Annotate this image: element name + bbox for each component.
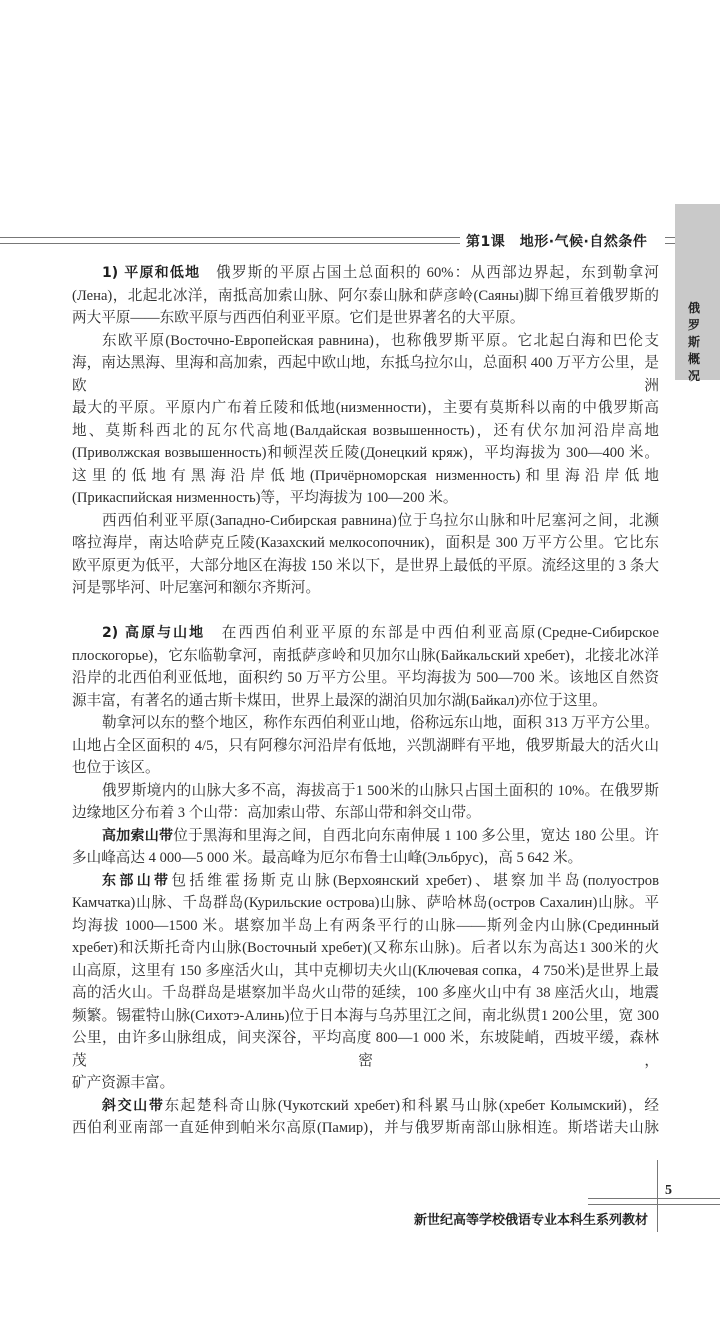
line-text: 位于黑海和里海之间，自西北向东南伸展 1 100 多公里，宽达 180 公里。许	[173, 827, 660, 844]
paragraph	[72, 870, 659, 1095]
text-line	[72, 465, 659, 488]
paragraph	[72, 622, 659, 712]
bold-lead: 2) 高原与山地	[102, 625, 206, 641]
bold-lead: 1) 平原和低地	[102, 265, 201, 281]
bold-lead: 斜交山带	[102, 1097, 165, 1114]
line-text: 东欧平原(Восточно-Европейская равнина)，也称俄罗斯平原。它北起白海和巴伦支	[102, 332, 659, 349]
text-line	[72, 532, 659, 555]
line-text: 地、莫斯科西北的瓦尔代高地(Валдайская возвышенность)，还有伏尔加河沿岸高地	[72, 422, 659, 439]
page-footer	[0, 1160, 720, 1232]
footer-rule-bottom	[588, 1204, 720, 1205]
line-text: 西西伯利亚平原(Западно-Сибирская равнина)位于乌拉尔山脉和叶尼塞河之间，北濒	[102, 512, 659, 529]
line-text: 最大的平原。平原内广布着丘陵和低地(низменности)，主要有莫斯科以南的中俄罗斯高	[72, 400, 659, 416]
text-line	[72, 690, 659, 713]
text-line	[72, 1005, 659, 1028]
line-text: 边缘地区分布着 3 个山带：高加索山带、东部山带和斜交山带。	[72, 805, 481, 821]
side-thumb-tab-label: 俄罗斯概况	[687, 301, 700, 383]
header-rule-top	[0, 237, 460, 238]
running-header-title: 第1课 地形·气候·自然条件	[466, 234, 648, 250]
text-line	[72, 915, 659, 938]
text-line	[72, 667, 659, 690]
section-gap	[72, 600, 659, 623]
text-line	[72, 870, 659, 893]
body-text	[72, 262, 659, 1140]
text-line	[72, 892, 659, 915]
text-line	[72, 847, 659, 870]
header-rule-bottom	[0, 243, 460, 244]
text-line	[72, 510, 659, 533]
line-text: 这里的低地有黑海沿岸低地(Причёрноморская низменность)和里海沿岸低地	[72, 467, 659, 484]
line-text: Камчатка)山脉、千岛群岛(Курильские острова)山脉、萨哈林岛(остров Сахалин)山脉。平	[72, 895, 659, 911]
footer-rule-top	[588, 1198, 720, 1199]
paragraph	[72, 330, 659, 510]
text-line	[72, 487, 659, 510]
text-line	[72, 555, 659, 578]
text-line	[72, 712, 659, 735]
line-text: 海，南达黑海、里海和高加索，西起中欧山地，东抵乌拉尔山，总面积 400 万平方公里，是欧洲	[72, 355, 659, 394]
text-line	[72, 757, 659, 780]
text-line	[72, 307, 659, 330]
line-text: 多山峰高达 4 000—5 000 米。最高峰为厄尔布鲁士山峰(Эльбрус)，高 5 642 米。	[72, 850, 583, 866]
text-line	[72, 960, 659, 983]
line-text: 河是鄂毕河、叶尼塞河和额尔齐斯河。	[72, 580, 321, 596]
paragraph	[72, 825, 659, 870]
line-text: плоскогорье)，它东临勒拿河，南抵萨彦岭和贝加尔山脉(Байкальский хребет)，北接北冰洋	[72, 647, 659, 664]
text-line	[72, 330, 659, 353]
line-text: 沿岸的北西伯利亚低地，面积约 50 万平方公里。平均海拔为 500—700 米。该地区自然资	[72, 670, 659, 686]
line-text: (Приволжская возвышенность)和顿涅茨丘陵(Донецкий кряж)，平均海拔为 300—400 米。	[72, 445, 659, 461]
line-text: 山高原，这里有 150 多座活火山，其中克柳切夫火山(Ключевая сопка，4 750米)是世界上最	[72, 962, 659, 979]
line-text: 山地占全区面积的 4/5，只有阿穆尔河沿岸有低地，兴凯湖畔有平地，俄罗斯最大的活火山	[72, 737, 659, 754]
paragraph	[72, 712, 659, 780]
bold-lead: 高加索山带	[102, 827, 174, 844]
text-line	[72, 1072, 659, 1095]
line-text: 矿产资源丰富。	[72, 1075, 175, 1091]
text-line	[72, 937, 659, 960]
text-line	[72, 285, 659, 308]
line-text: 两大平原——东欧平原与西西伯利亚平原。它们是世界著名的大平原。	[72, 310, 525, 326]
line-text: (Лена)，北起北冰洋，南抵高加索山脉、阿尔泰山脉和萨彦岭(Саяны)脚下绵亘着俄罗斯的	[72, 287, 659, 304]
paragraph	[72, 780, 659, 825]
text-line	[72, 622, 659, 645]
line-text: хребет)和沃斯托奇内山脉(Восточный хребет)(又称东山脉)。后者以东为高达1 300米的火	[72, 940, 659, 956]
line-text: 俄罗斯境内的山脉大多不高，海拔高于1 500米的山脉只占国土面积的 10%。在俄罗斯	[102, 782, 659, 799]
series-title: 新世纪高等学校俄语专业本科生系列教材	[414, 1213, 649, 1228]
text-line	[72, 735, 659, 758]
line-text: (Прикаспийская низменность)等，平均海拔为 100—200 米。	[72, 490, 458, 506]
line-text: 喀拉海岸，南达哈萨克丘陵(Казахский мелкосопочник)，面积是 300 万平方公里。它比东	[72, 535, 659, 551]
line-text: 在西西伯利亚平原的东部是中西伯利亚高原(Средне-Сибирское	[205, 625, 660, 641]
text-line	[72, 420, 659, 443]
line-text: 勒拿河以东的整个地区，称作东西伯利亚山地，俗称远东山地，面积 313 万平方公里。	[102, 715, 659, 731]
line-text: 西伯利亚南部一直延伸到帕米尔高原(Памир)，并与俄罗斯南部山脉相连。斯塔诺夫山脉	[72, 1120, 659, 1136]
page-number: 5	[665, 1183, 672, 1198]
line-text: 公里，由许多山脉组成，间夹深谷，平均高度 800—1 000 米，东坡陡峭，西坡平缓，森林茂密，	[72, 1030, 659, 1069]
text-line	[72, 442, 659, 465]
bold-lead: 东部山带	[102, 872, 172, 889]
paragraph	[72, 1095, 659, 1140]
text-line	[72, 397, 659, 420]
line-text: 高的活火山。千岛群岛是堪察加半岛火山带的延续，100 多座火山中有 38 座活火山，地震	[72, 985, 659, 1001]
text-line	[72, 802, 659, 825]
line-text: 包括维霍扬斯克山脉(Верхоянский хребет)、堪察加半岛(полуостров	[171, 872, 659, 889]
text-line	[72, 1027, 659, 1072]
text-line	[72, 982, 659, 1005]
line-text: 东起楚科奇山脉(Чукотский хребет)和科累马山脉(хребет Колымский)，经	[164, 1097, 660, 1114]
text-line	[72, 645, 659, 668]
line-text: 频繁。锡霍特山脉(Сихотэ-Алинь)位于日本海与乌苏里江之间，南北纵贯1 200公里，宽 300	[72, 1007, 659, 1024]
text-line	[72, 1095, 659, 1118]
paragraph	[72, 262, 659, 330]
line-text: 欧平原更为低平，大部分地区在海拔 150 米以下，是世界上最低的平原。流经这里的 3 条大	[72, 557, 659, 574]
line-text: 俄罗斯的平原占国土总面积的 60%：从西部边界起，东到勒拿河	[200, 265, 660, 281]
text-line	[72, 352, 659, 397]
text-line	[72, 1117, 659, 1140]
paragraph	[72, 510, 659, 600]
text-line	[72, 780, 659, 803]
text-line	[72, 262, 659, 285]
line-text: 源丰富，有著名的通古斯卡煤田，世界上最深的湖泊贝加尔湖(Байкал)亦位于这里。	[72, 692, 607, 709]
line-text: 均海拔 1000—1500 米。堪察加半岛上有两条平行的山脉——斯列金内山脉(Срединный	[72, 917, 659, 934]
text-line	[72, 577, 659, 600]
text-line	[72, 825, 659, 848]
footer-vertical-rule	[657, 1160, 658, 1232]
line-text: 也位于该区。	[72, 760, 160, 776]
